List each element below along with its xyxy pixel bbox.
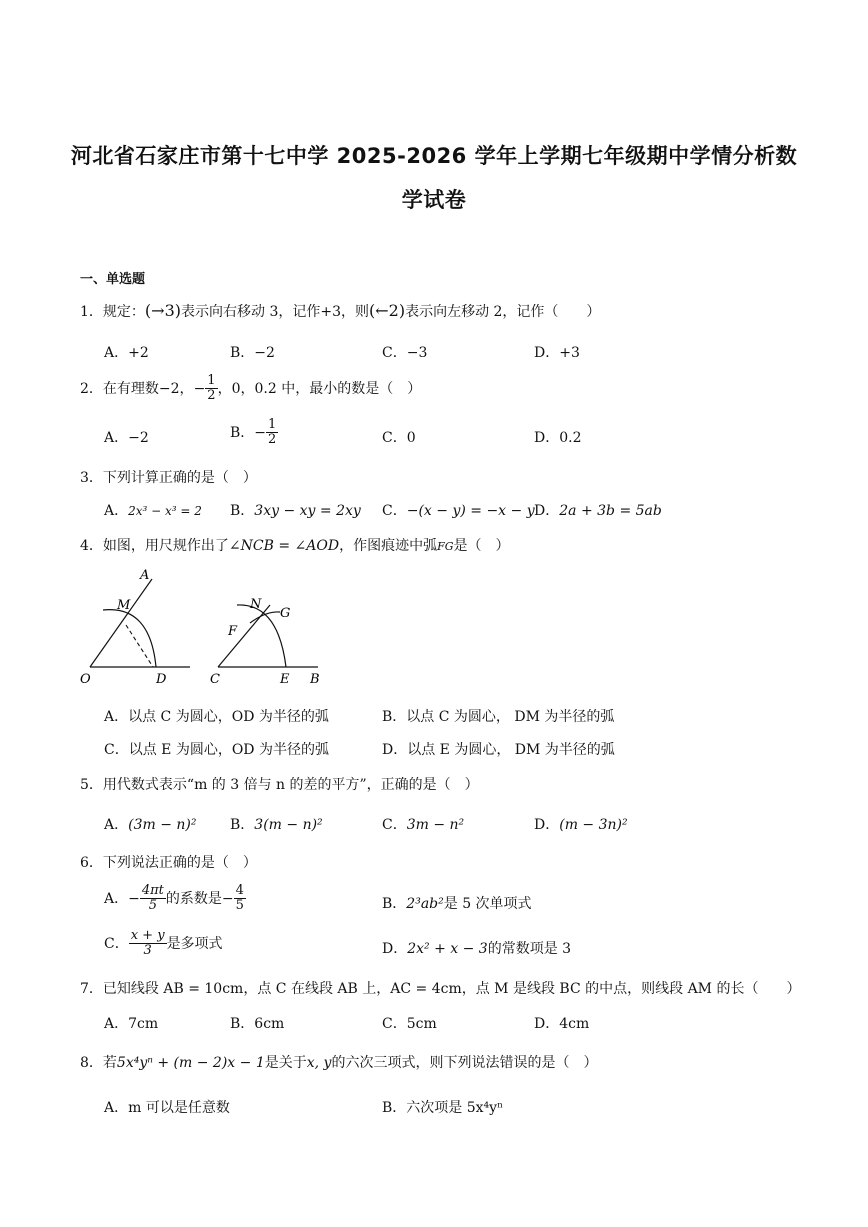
math-expression: 3(m − n)² [254, 817, 323, 833]
denominator: 2 [268, 432, 277, 448]
option-c[interactable] [104, 929, 223, 959]
question-number: 7． [80, 981, 103, 997]
fraction-sign: − [128, 890, 140, 907]
math-expression: ∠NCB = ∠AOD [228, 538, 340, 554]
fraction [205, 374, 217, 404]
question-7 [80, 978, 800, 998]
option-label: D． [534, 503, 560, 519]
option-c[interactable]: C．−3 [382, 345, 428, 361]
math-expression: x, y [306, 1055, 332, 1071]
math-expression: FG [437, 540, 454, 553]
question-text: 表示向右移动 3，记作+3，则 [181, 304, 369, 320]
option-b[interactable]: B．6cm [230, 1016, 285, 1032]
math-expression: 3xy − xy = 2xy [254, 503, 361, 519]
option-c[interactable]: C．5cm [382, 1016, 437, 1032]
option-label: B． [230, 817, 255, 833]
option-label: C． [382, 817, 407, 833]
math-expression: (←2) [369, 301, 406, 320]
fraction [140, 884, 166, 914]
option-label: A． [104, 817, 129, 833]
question-8 [80, 1052, 597, 1072]
option-text: 的系数是 [165, 890, 222, 907]
question-2 [80, 374, 421, 404]
question-number: 5． [80, 777, 103, 793]
option-d[interactable]: D．+3 [534, 345, 580, 361]
label-d: D [156, 672, 167, 687]
option-b[interactable]: B．以点 C 为圆心， DM 为半径的弧 [382, 709, 615, 725]
math-expression: (m − 3n)² [559, 817, 628, 833]
question-text: ，作图痕迹中弧 [339, 538, 438, 554]
label-n: N [250, 597, 262, 612]
option-a[interactable] [104, 814, 197, 834]
question-text: 的六次三项式，则下列说法错误的是（ ） [331, 1055, 598, 1071]
fraction [129, 929, 167, 959]
geometry-figure [70, 565, 330, 690]
numerator: 4 [235, 883, 244, 898]
option-b[interactable] [382, 1097, 503, 1117]
question-5 [80, 774, 479, 794]
math-expression: 2x³ − x³ = 2 [128, 504, 202, 518]
option-label: D． [534, 817, 560, 833]
option-d[interactable] [382, 938, 571, 958]
math-expression: 3m − n² [406, 817, 465, 833]
label-b: B [310, 672, 320, 687]
option-label: B． [230, 424, 255, 441]
option-c[interactable] [382, 500, 535, 520]
question-text: 下列计算正确的是（ ） [102, 470, 257, 486]
question-text: 是（ ） [453, 538, 510, 554]
option-d[interactable]: D．以点 E 为圆心， DM 为半径的弧 [382, 742, 615, 758]
ray-oa [90, 579, 152, 667]
option-d[interactable]: D．0.2 [534, 430, 582, 446]
fraction-sign: − [221, 890, 234, 907]
question-text: 规定： [102, 304, 145, 320]
question-text: 在有理数−2， [102, 380, 194, 397]
question-3 [80, 467, 257, 487]
option-b[interactable] [230, 500, 361, 520]
math-expression: −(x − y) = −x − y [406, 503, 535, 519]
question-text: 用代数式表示“m 的 3 倍与 n 的差的平方”，正确的是（ ） [102, 777, 479, 793]
option-text: m 可以是任意数 [128, 1100, 230, 1116]
option-label: A． [104, 890, 129, 907]
option-label: B． [230, 503, 255, 519]
fraction-sign: − [193, 380, 206, 397]
math-expression: 2a + 3b = 5ab [559, 503, 662, 519]
label-f: F [228, 624, 238, 639]
option-b[interactable]: B．−2 [230, 345, 275, 361]
option-text: 是 5 次单项式 [443, 896, 532, 912]
option-c[interactable] [382, 814, 464, 834]
question-text: 表示向左移动 2，记作（ ） [405, 304, 601, 320]
label-e: E [280, 672, 290, 687]
exam-title-line2: 学试卷 [401, 188, 467, 212]
label-a: A [140, 568, 150, 583]
question-text: 下列说法正确的是（ ） [102, 855, 257, 871]
option-label: B． [382, 1100, 407, 1116]
option-a[interactable] [104, 500, 202, 520]
fraction [266, 418, 278, 448]
section-heading: 一、单选题 [80, 272, 146, 287]
numerator: 1 [268, 417, 277, 432]
denominator: 2 [207, 388, 216, 404]
question-number: 2． [80, 380, 103, 397]
fraction-sign: − [254, 424, 267, 441]
option-b[interactable] [382, 893, 532, 913]
math-expression: (3m − n)² [128, 817, 197, 833]
option-a[interactable]: A．7cm [104, 1016, 159, 1032]
exam-title-line1: 河北省石家庄市第十七中学 2025-2026 学年上学期七年级期中学情分析数 [70, 144, 798, 168]
option-a[interactable]: A．−2 [104, 430, 149, 446]
numerator: 4πt [141, 883, 164, 898]
math-expression: 2³ab² [406, 896, 444, 912]
option-text: 六次项是 5x⁴yⁿ [406, 1100, 504, 1116]
label-g: G [280, 606, 291, 621]
denominator: 3 [143, 943, 152, 959]
question-number: 1． [80, 304, 103, 320]
option-c[interactable]: C．以点 E 为圆心，OD 为半径的弧 [104, 742, 329, 758]
option-label: C． [382, 503, 407, 519]
label-o: O [80, 672, 91, 687]
option-d[interactable] [534, 500, 662, 520]
option-b[interactable] [230, 814, 323, 834]
option-text: 的常数项是 3 [487, 941, 572, 957]
option-label: D． [382, 941, 408, 957]
question-text: 若 [102, 1055, 117, 1071]
question-number: 6． [80, 855, 103, 871]
math-expression: 2x² + x − 3 [407, 941, 488, 957]
math-expression: 5x⁴yⁿ + (m − 2)x − 1 [116, 1055, 265, 1071]
question-number: 8． [80, 1055, 103, 1071]
numerator: 1 [207, 373, 216, 388]
option-a[interactable]: A．+2 [104, 345, 149, 361]
option-label: B． [382, 896, 407, 912]
question-text: 如图，用尺规作出了 [102, 538, 229, 554]
question-4 [80, 535, 510, 555]
question-number: 3． [80, 470, 103, 486]
question-1 [80, 301, 600, 321]
question-text: 是关于 [264, 1055, 307, 1071]
label-m: M [117, 598, 131, 613]
question-6 [80, 852, 257, 872]
option-text: 是多项式 [166, 935, 223, 952]
denominator: 5 [148, 898, 158, 914]
option-label: A． [104, 503, 129, 519]
option-a[interactable]: A．以点 C 为圆心，OD 为半径的弧 [104, 709, 329, 725]
question-number: 4． [80, 538, 103, 554]
question-text: 已知线段 AB = 10cm，点 C 在线段 AB 上，AC = 4cm，点 M 是线段 BC 的中点，则线段 AM 的长（ ） [102, 981, 801, 997]
label-c: C [210, 672, 220, 687]
arc-md [103, 610, 156, 667]
option-label: A． [104, 1100, 129, 1116]
question-text: ，0，0.2 中，最小的数是（ ） [217, 380, 422, 397]
option-c[interactable]: C．0 [382, 430, 416, 446]
option-label: C． [104, 935, 129, 952]
option-d[interactable] [534, 814, 628, 834]
dashed-segment-dm [126, 625, 153, 667]
fraction [234, 884, 246, 914]
option-b[interactable] [230, 418, 278, 448]
numerator: x + y [130, 928, 165, 943]
option-a[interactable] [104, 884, 246, 914]
math-expression: (→3) [144, 301, 181, 320]
denominator: 5 [235, 898, 244, 914]
option-d[interactable]: D．4cm [534, 1016, 590, 1032]
option-a[interactable] [104, 1097, 230, 1117]
ray-cn [218, 605, 270, 667]
